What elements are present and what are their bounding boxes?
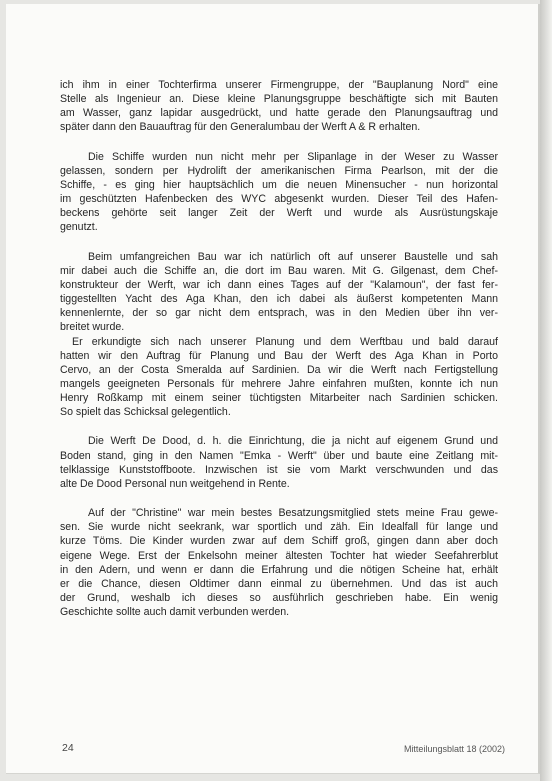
text-line: Henry Roßkamp mit einem seiner tüchtigsten Mitarbeiter nach Sardinien schicken.	[60, 392, 498, 405]
body-text	[60, 78, 498, 634]
text-line: mangels geeigneten Personals für mehrere Jahre einfahren mußten, konnte ich nun	[60, 377, 498, 390]
text-line: am Wasser, ganz lapidar ausgedrückt, und hatte gerade den Planungsauftrag und	[60, 107, 498, 120]
text-line: beckens gehörte seit langer Zeit der Werft und wurde als Ausrüstungskaje	[60, 207, 498, 220]
text-line: So spielt das Schicksal gelegentlich.	[60, 406, 231, 419]
text-line: kennenlernte, der so gar nicht dem entsprach, was in den Medien über ihn ver-	[60, 307, 498, 320]
text-line: Boden stand, ging in den Namen "Emka - Werft" über und baute eine Zeitlang mit-	[60, 449, 498, 462]
text-line: Stelle als Ingenieur an. Diese kleine Planungsgruppe beschäftigte sich mit Bauten	[60, 93, 498, 106]
text-line: Die Werft De Dood, d. h. die Einrichtung, die ja nicht auf eigenem Grund und	[88, 435, 498, 448]
text-line: alte De Dood Personal nun weitgehend in Rente.	[60, 477, 290, 490]
text-line: Geschichte sollte auch damit verbunden werden.	[60, 606, 290, 619]
paragraph-1	[60, 78, 498, 135]
text-line: ich ihm in einer Tochterfirma unserer Firmengruppe, der "Bauplanung Nord" eine	[60, 79, 498, 91]
text-line: breitet wurde.	[60, 321, 125, 334]
text-line: Schiffe, - es ging hier hauptsächlich um die neuen Minensucher - nun horizontal	[60, 178, 498, 191]
text-line: Die Schiffe wurden nun nicht mehr per Slipanlage in der Weser zu Wasser	[88, 150, 498, 163]
page-number: 24	[62, 742, 74, 754]
text-line: Cervo, an der Costa Smeralda auf Sardinien. Da wir die Werft nach Fertigstellung	[60, 363, 498, 376]
text-line: Beim umfangreichen Bau war ich natürlich oft auf unserer Baustelle und sah	[88, 250, 498, 263]
paragraph-5	[60, 434, 498, 491]
paragraph-2	[60, 150, 498, 235]
text-line: telklassige Kunststoffboote. Inzwischen ist sie vom Markt verschwunden und das	[60, 463, 498, 476]
paragraph-3	[60, 250, 498, 335]
text-line: konstrukteur der Werft, war ich dann eines Tages auf der "Kalamoun", der fast fer-	[60, 278, 498, 291]
text-line: Er erkundigte sich nach unserer Planung und dem Werftbau und bald darauf	[72, 335, 498, 348]
text-line: genutzt.	[60, 221, 98, 234]
text-line: später dann den Bauauftrag für den Generalumbau der Werft A & R erhalten.	[60, 121, 421, 134]
text-line: er die Chance, diesen Oldtimer dann einmal zu übernehmen. Und das ist auch	[60, 577, 498, 590]
text-line: sen. Sie wurde nicht seekrank, war sportlich und zäh. Ein Idealfall für lange und	[60, 521, 498, 534]
paragraph-4	[60, 335, 498, 420]
scan-edge-shadow	[540, 0, 552, 781]
text-line: gelassen, sondern per Hydrolift der amerikanischen Firma Pearlson, mit der die	[60, 164, 498, 177]
text-line: tiggestellten Yacht des Aga Khan, den ich dabei als äußerst kompetenten Mann	[60, 293, 498, 306]
text-line: mir dabei auch die Schiffe an, die dort im Bau waren. Mit G. Gilgenast, dem Chef-	[60, 264, 498, 277]
text-line: Auf der "Christine" war mein bestes Besatzungsmitglied stets meine Frau gewe-	[88, 507, 498, 520]
publication-footer: Mitteilungsblatt 18 (2002)	[403, 744, 505, 754]
text-line: hatten wir den Auftrag für Planung und Bau der Werft des Aga Khan in Porto	[60, 349, 498, 362]
paragraph-6	[60, 506, 498, 619]
text-line: kurze Töms. Die Kinder wurden zwar auf dem Schiff groß, gingen dann aber doch	[60, 535, 498, 548]
text-line: der Grund, weshalb ich dieses so ausführlich geschrieben habe. Ein wenig	[60, 592, 498, 604]
text-line: im geschützten Hafenbecken des WYC abgesenkt wurden. Dieser Teil des Hafen-	[60, 193, 498, 206]
text-line: in den Adern, und wenn er dann die Erfahrung und die nötigen Scheine hat, erhält	[60, 563, 498, 576]
text-line: eigene Wege. Erst der Enkelsohn meiner ältesten Tochter hat wieder Seefahrerblut	[60, 549, 498, 562]
